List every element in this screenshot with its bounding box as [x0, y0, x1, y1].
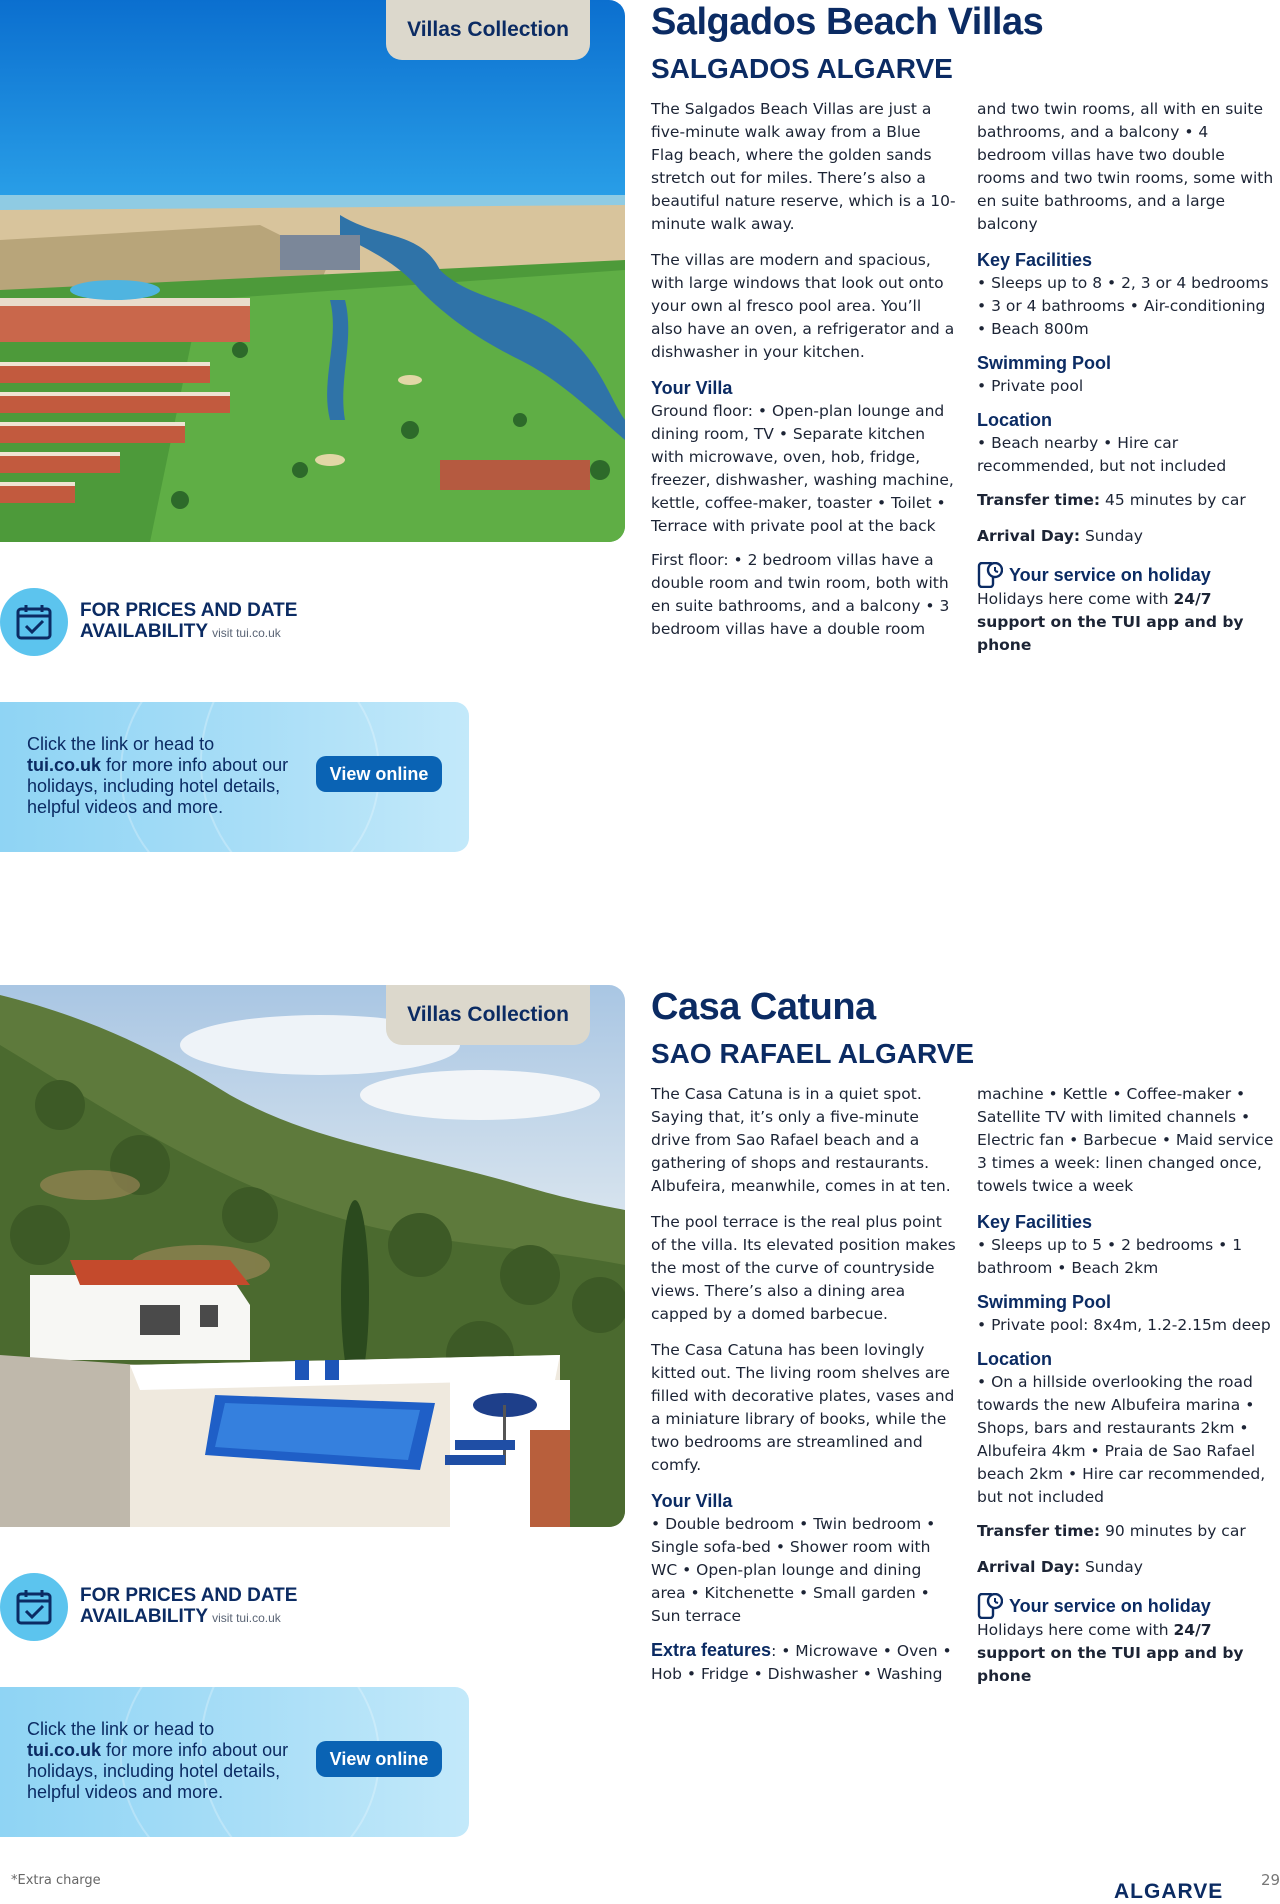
- details-column-1: [651, 98, 956, 654]
- section-text: • On a hillside overlooking the road towards the new Albufeira marina • Shops, bars and restaurants 2km • Albufeira 4km • Praia de Sao Rafael beach 2km • Hire car recommended, but not included: [977, 1373, 1266, 1506]
- section-text: : • Microwave • Oven • Hob • Fridge • Dishwasher • Washing: [651, 1642, 952, 1683]
- phone-support-icon: [977, 1593, 1003, 1619]
- section-extra-features: [651, 1639, 956, 1686]
- promo-link[interactable]: tui.co.uk: [27, 1740, 102, 1760]
- info-value: 90 minutes by car: [1100, 1522, 1246, 1540]
- section-text: Ground floor: • Open-plan lounge and dining room, TV • Separate kitchen with microwave, oven, hob, fridge, freezer, dishwasher, washing machine, kettle, coffee-maker, toaster • Toilet • Terrace with private pool at the back: [651, 402, 954, 535]
- phone-support-icon: [977, 562, 1003, 588]
- section-text: • Private pool: [977, 377, 1084, 395]
- service-text: Holidays here come with 24/7 support on the TUI app and by phone: [977, 590, 1244, 654]
- info-line: [977, 525, 1277, 548]
- paragraph: machine • Kettle • Coffee-maker • Satellite TV with limited channels • Electric fan • Barbecue • Maid service 3 times a week: linen changed once, towels twice a week: [977, 1085, 1274, 1195]
- calendar-check-icon: [0, 1573, 68, 1641]
- page-number: 29: [1261, 1871, 1280, 1889]
- info-line: [977, 1520, 1277, 1543]
- section-key-facilities: [977, 249, 1277, 341]
- section-heading: Swimming Pool: [977, 1292, 1112, 1312]
- section-heading: Your Villa: [651, 378, 733, 398]
- info-value: Sunday: [1080, 527, 1143, 545]
- collection-tag: Villas Collection: [386, 985, 590, 1045]
- region-footer: ALGARVE: [1114, 1880, 1224, 1903]
- hotel-photo-villa-pool: [0, 985, 625, 1527]
- section-your-villa: [651, 377, 956, 538]
- prices-text: [80, 1585, 297, 1629]
- paragraph: First floor: • 2 bedroom villas have a double room and twin room, both with en suite bathrooms, and a balcony • 3 bedroom villas have a double room: [651, 551, 950, 638]
- section-location: [977, 1348, 1277, 1509]
- promo-text: Click the link or head to tui.co.uk for more info about our holidays, including hotel details, helpful videos and more.: [27, 1719, 289, 1802]
- prices-line-1: FOR PRICES AND DATE: [80, 600, 298, 621]
- section-text: • Beach nearby • Hire car recommended, but not included: [977, 434, 1227, 475]
- view-online-promo: [0, 1687, 469, 1837]
- section-text: • Private pool: 8x4m, 1.2-2.15m deep: [977, 1316, 1271, 1334]
- section-text: • Sleeps up to 8 • 2, 3 or 4 bedrooms • 3 or 4 bathrooms • Air-conditioning • Beach 800m: [977, 274, 1269, 338]
- hotel-title: Casa Catuna: [651, 986, 876, 1028]
- section-heading: Location: [977, 1349, 1052, 1369]
- extra-charge-footnote: *Extra charge: [11, 1873, 101, 1888]
- section-heading: Location: [977, 410, 1052, 430]
- section-heading: Swimming Pool: [977, 353, 1112, 373]
- hotel-photo-aerial-resort: [0, 0, 625, 542]
- paragraph: and two twin rooms, all with en suite bathrooms, and a balcony • 4 bedroom villas have two double rooms and two twin rooms, some with en suite bathrooms, and a large balcony: [977, 100, 1274, 233]
- hotel-location: SAO RAFAEL ALGARVE: [651, 1038, 975, 1069]
- view-online-button[interactable]: View online: [316, 1741, 442, 1777]
- service-text: Holidays here come with 24/7 support on the TUI app and by phone: [977, 1621, 1244, 1685]
- details-column-1: [651, 1083, 956, 1697]
- details-column-2: [977, 98, 1277, 657]
- promo-text: Click the link or head to tui.co.uk for more info about our holidays, including hotel details, helpful videos and more.: [27, 734, 289, 817]
- view-online-button[interactable]: View online: [316, 756, 442, 792]
- section-swimming-pool: [977, 1291, 1277, 1337]
- info-label: Arrival Day:: [977, 1558, 1081, 1576]
- prices-website[interactable]: visit tui.co.uk: [212, 1611, 281, 1625]
- section-swimming-pool: [977, 352, 1277, 398]
- hotel-title: Salgados Beach Villas: [651, 1, 1044, 43]
- details-column-2: [977, 1083, 1277, 1688]
- section-heading: Key Facilities: [977, 250, 1093, 270]
- section-key-facilities: [977, 1211, 1277, 1280]
- prices-text: [80, 600, 297, 644]
- prices-website[interactable]: visit tui.co.uk: [212, 626, 281, 640]
- prices-line-1: FOR PRICES AND DATE: [80, 1585, 298, 1606]
- paragraph: The pool terrace is the real plus point of the villa. Its elevated position makes the most of the curve of countryside views. There’s also a dining area capped by a domed barbecue.: [651, 1213, 956, 1323]
- info-line: [977, 1556, 1277, 1579]
- paragraph: The Casa Catuna has been lovingly kitted out. The living room shelves are filled with decorative plates, vases and a miniature library of books, while the two bedrooms are streamlined and comfy.: [651, 1341, 955, 1474]
- section-text: • Sleeps up to 5 • 2 bedrooms • 1 bathroom • Beach 2km: [977, 1236, 1243, 1277]
- prices-availability-box: [0, 1572, 297, 1642]
- collection-tag: Villas Collection: [386, 0, 590, 60]
- section-heading: Key Facilities: [977, 1212, 1093, 1232]
- section-heading: Your Villa: [651, 1491, 733, 1511]
- info-label: Transfer time:: [977, 1522, 1101, 1540]
- hotel-location: SALGADOS ALGARVE: [651, 53, 953, 84]
- view-online-promo: [0, 702, 469, 852]
- service-heading: Your service on holiday: [977, 1593, 1277, 1619]
- hotel-listing-casa-catuna: [0, 985, 1280, 1895]
- section-your-villa: [651, 1490, 956, 1628]
- promo-link[interactable]: tui.co.uk: [27, 755, 102, 775]
- info-value: Sunday: [1080, 1558, 1143, 1576]
- info-label: Arrival Day:: [977, 527, 1081, 545]
- info-line: [977, 489, 1277, 512]
- hotel-listing-salgados: [0, 0, 1280, 910]
- paragraph: The villas are modern and spacious, with large windows that look out onto your own al fresco pool area. You’ll also have an oven, a refrigerator and a dishwasher in your kitchen.: [651, 251, 955, 361]
- info-label: Transfer time:: [977, 491, 1101, 509]
- prices-availability-box: [0, 587, 297, 657]
- service-heading: Your service on holiday: [977, 562, 1277, 588]
- paragraph: The Salgados Beach Villas are just a five-minute walk away from a Blue Flag beach, where the golden sands stretch out for miles. There’s also a beautiful nature reserve, which is a 10-minute walk away.: [651, 100, 956, 233]
- prices-line-2: AVAILABILITY: [80, 1606, 209, 1627]
- info-value: 45 minutes by car: [1100, 491, 1246, 509]
- section-text: • Double bedroom • Twin bedroom • Single sofa-bed • Shower room with WC • Open-plan lounge and dining area • Kitchenette • Small garden • Sun terrace: [651, 1515, 936, 1625]
- paragraph: The Casa Catuna is in a quiet spot. Saying that, it’s only a five-minute drive from Sao Rafael beach and a gathering of shops and restaurants. Albufeira, meanwhile, comes in at ten.: [651, 1085, 951, 1195]
- calendar-check-icon: [0, 588, 68, 656]
- section-heading: Extra features: [651, 1640, 772, 1660]
- section-location: [977, 409, 1277, 478]
- prices-line-2: AVAILABILITY: [80, 621, 209, 642]
